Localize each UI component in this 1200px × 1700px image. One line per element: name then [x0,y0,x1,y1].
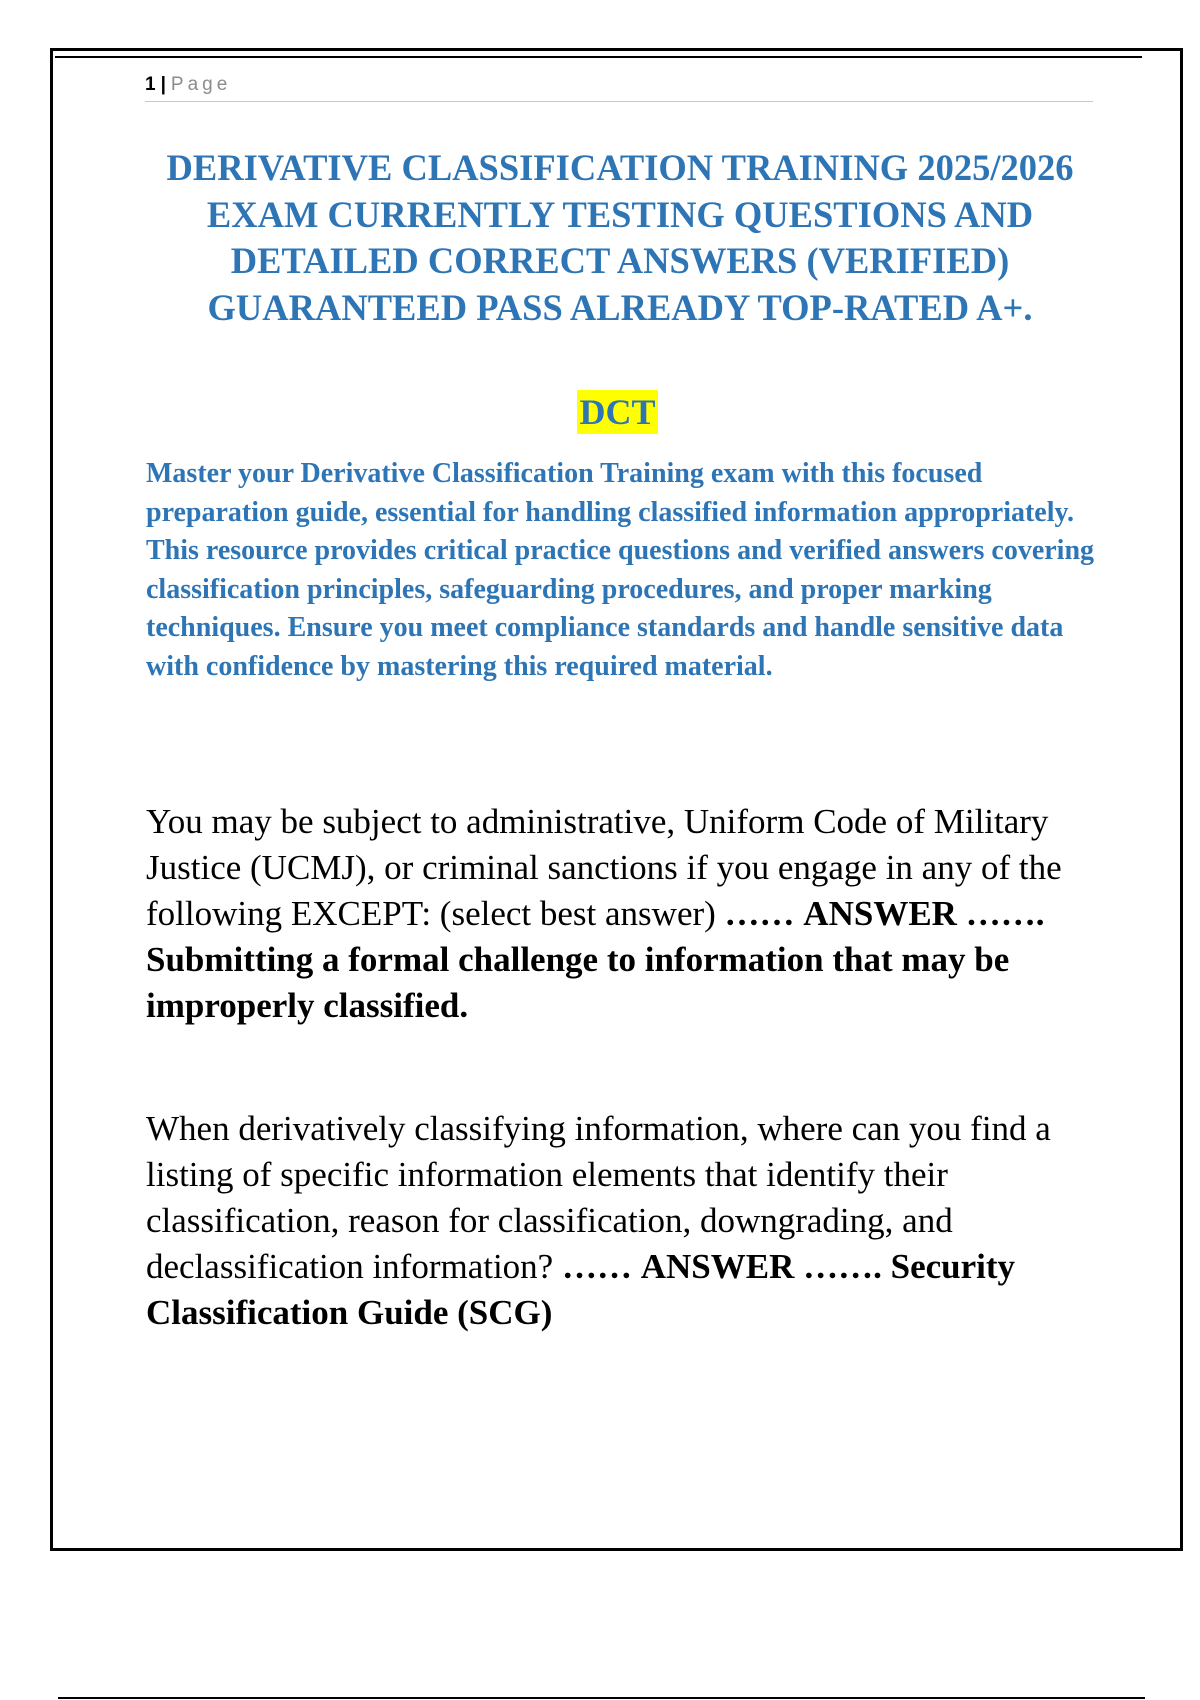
answer-text: Submitting a formal challenge to information that may be improperly classified. [146,940,1010,1025]
bottom-rule [58,1697,1145,1699]
question-text: When derivatively classifying information, where can you find a listing of specific information elements that identify their classification, reason for classification, downgrading, and declassification information? [146,1109,1051,1286]
qa-item-1 [146,799,1096,1029]
tag-container [0,390,1200,434]
header-rule [145,101,1093,102]
intro-paragraph: Master your Derivative Classification Training exam with this focused preparation guide, essential for handling classified information appropriately. This resource provides critical practice questions and verified answers covering classification principles, safeguarding procedures, and proper marking techniques. Ensure you meet compliance standards and handle sensitive data with confidence by mastering this required material. [146,458,1095,682]
question-text: You may be subject to administrative, Uniform Code of Military Justice (UCMJ), or criminal sanctions if you engage in any of the following EXCEPT: (select best answer) [146,802,1062,933]
answer-separator-before: …… [724,894,795,933]
answer-separator-before: …… [561,1247,632,1286]
answer-separator-after: ……. [965,894,1045,933]
answer-text: Security Classification Guide (SCG) [146,1247,1016,1332]
page-word: Page [170,74,232,95]
answer-label: ANSWER [803,894,957,933]
document-title: DERIVATIVE CLASSIFICATION TRAINING 2025/2026 EXAM CURRENTLY TESTING QUESTIONS AND DETAILED CORRECT ANSWERS (VERIFIED) GUARANTEED PASS ALREADY TOP-RATED A+. [166,147,1074,328]
page-header-separator: | [160,74,167,95]
answer-label: ANSWER [640,1247,795,1286]
top-border-line [55,56,1142,58]
page-number: 1 [145,74,157,95]
answer-separator-after: ……. [803,1247,882,1286]
page-header [145,74,231,96]
dct-highlight-tag: DCT [579,392,656,432]
qa-item-2 [146,1106,1096,1336]
